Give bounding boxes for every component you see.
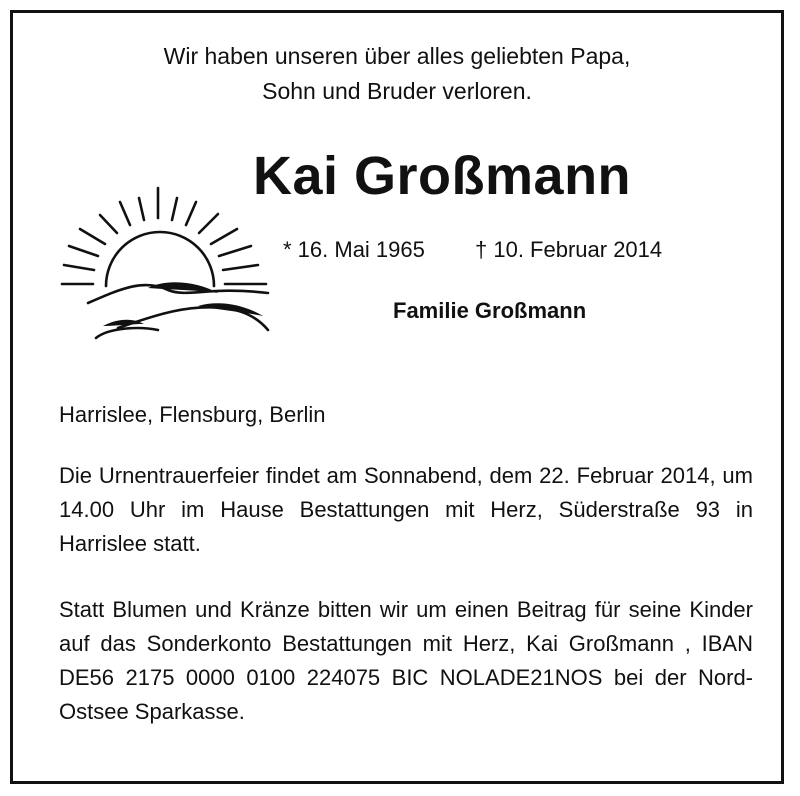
places-line: Harrislee, Flensburg, Berlin [59, 402, 326, 427]
intro-line-1: Wir haben unseren über alles geliebten Papa, [163, 43, 631, 69]
obituary-notice [10, 10, 784, 784]
sunset-over-hills-icon [48, 178, 273, 343]
intro-text [13, 39, 781, 109]
intro-line-2: Sohn und Bruder verloren. [262, 78, 532, 104]
life-dates [283, 235, 662, 265]
ceremony-paragraph: Die Urnentrauerfeier findet am Sonnabend, dem 22. Februar 2014, um 14.00 Uhr im Hause Bestattungen mit Herz, Süderstraße 93 in Harrislee statt. [59, 463, 753, 556]
death-date: † 10. Februar 2014 [475, 237, 663, 262]
mourners-signature: Familie Großmann [393, 298, 587, 323]
birth-date: * 16. Mai 1965 [283, 237, 425, 262]
deceased-name: Kai Großmann [253, 146, 632, 206]
donation-paragraph: Statt Blumen und Kränze bitten wir um einen Beitrag für seine Kinder auf das Sonderkonto Bestattungen mit Herz, Kai Großmann , IBAN DE56 2175 0000 0100 224075 BIC NOLADE21NOS bei der Nord-Ostsee Sparkasse. [59, 597, 753, 724]
